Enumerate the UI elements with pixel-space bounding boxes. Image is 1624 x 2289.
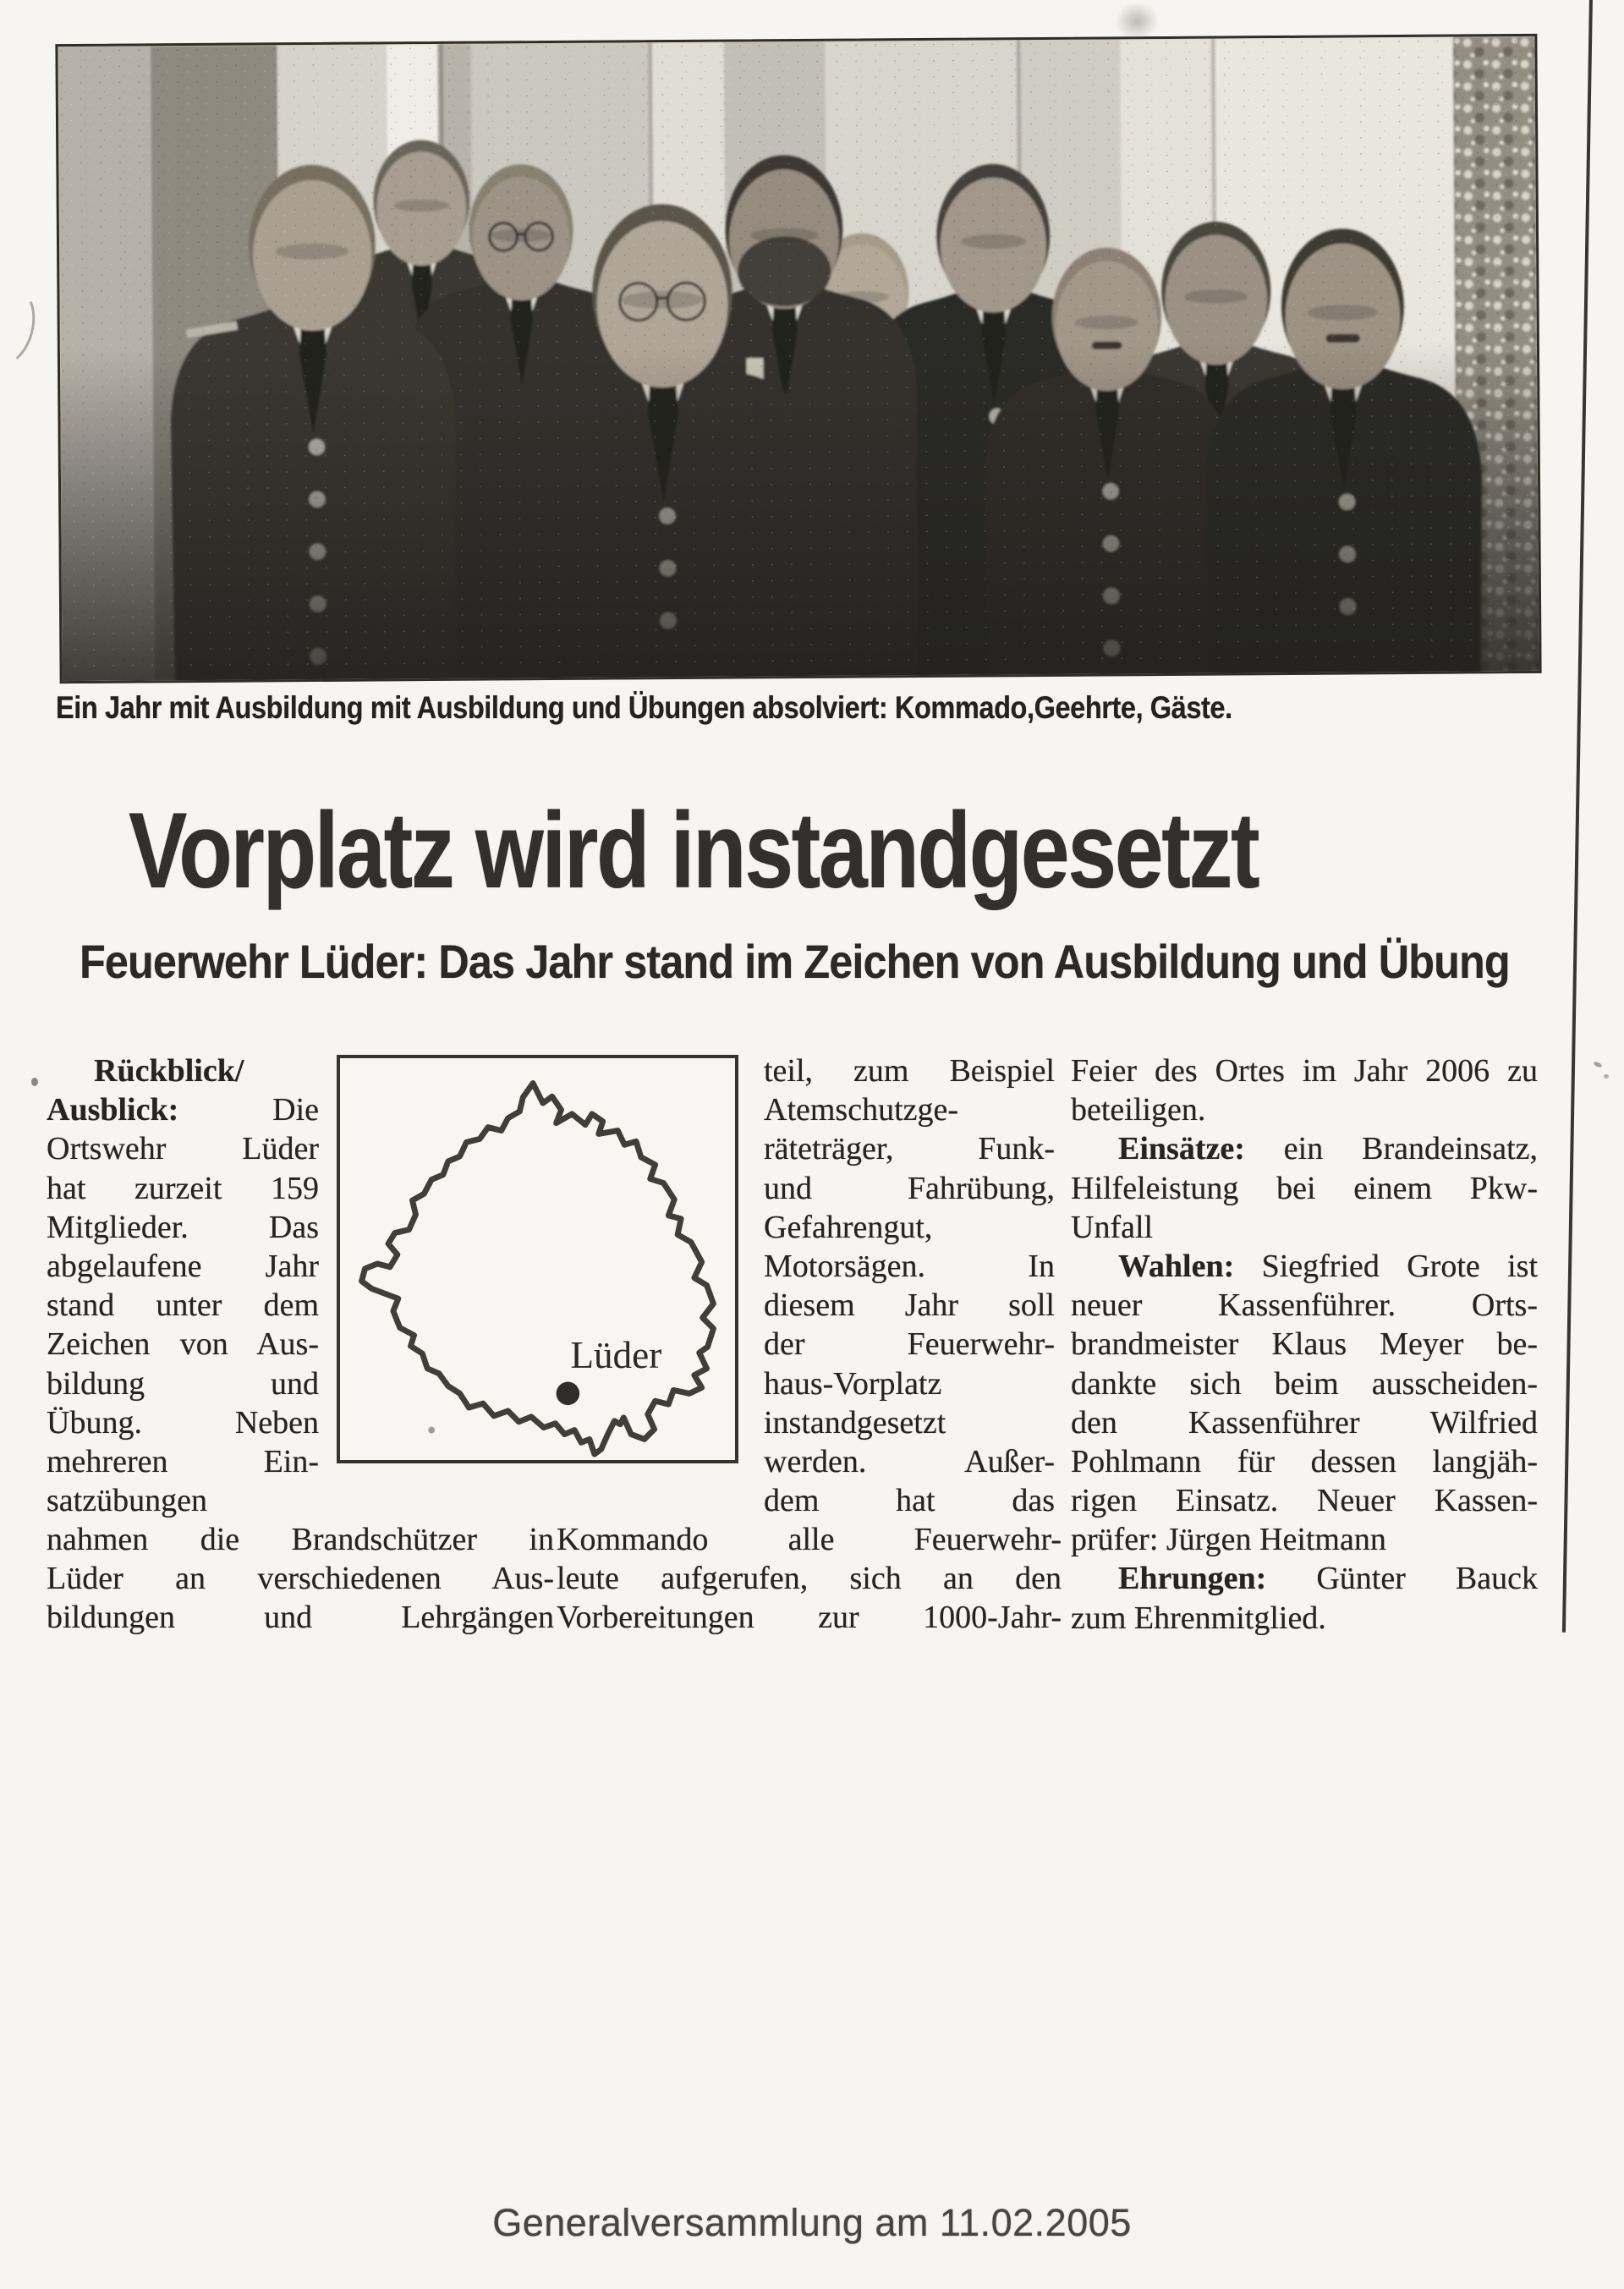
scan-smudge [1115,2,1159,41]
article-line: dem hat das [764,1483,1055,1519]
article-line: werden. Außer- [764,1443,1055,1479]
article-line: neuer Kassenführer. Orts- [1071,1287,1538,1324]
article-line: Gefahrengut, [764,1209,933,1245]
article-line: hat zurzeit 159 [47,1170,319,1206]
article-line: der Feuerwehr- [764,1326,1055,1363]
article-column-3 [764,1051,1055,1520]
group-photo [55,34,1541,683]
article-line: Vorbereitungen zur 1000-Jahr- [557,1600,1062,1636]
map-speck [428,1427,435,1434]
footer-note: Generalversammlung am 11.02.2005 [492,2201,1132,2244]
article-line: zum Ehrenmitglied. [1071,1600,1326,1636]
map-label: Lüder [570,1333,662,1376]
headline: Vorplatz wird instandgesetzt [129,790,1259,910]
article-line: Unfall [1071,1209,1154,1245]
article-line: prüfer: Jürgen Heitmann [1071,1522,1386,1558]
scan-corner-mark [0,283,42,370]
article-line: den Kassenführer Wilfried [1071,1404,1538,1441]
article-line: räteträger, Funk- [764,1131,1055,1167]
article-line: Mitglieder. Das [47,1209,319,1245]
article-wide-column-2 [557,1520,1062,1638]
article-line: brandmeister Klaus Meyer be- [1071,1326,1538,1363]
article-line: Pohlmann für dessen langjäh- [1071,1443,1538,1479]
article-line: Motorsägen. In [764,1248,1055,1284]
article-line: Rückblick/ [94,1053,244,1089]
article-line: stand unter dem [47,1287,319,1324]
article-column-1 [47,1051,319,1520]
article-line: instandgesetzt [764,1404,946,1441]
article-line: Übung. Neben [47,1404,319,1441]
article-line: Kommando alle Feuerwehr- [557,1522,1062,1557]
map-figure [337,1055,738,1463]
article-line: abgelaufene Jahr [47,1248,319,1284]
article-line: satzübungen [47,1483,207,1519]
article-line: nahmen die Brandschützer in [47,1522,554,1557]
photo-grain [58,36,1539,681]
scan-speck [1593,1061,1602,1068]
scan-speck [31,1078,38,1086]
article-line: rigen Einsatz. Neuer Kassen- [1071,1483,1538,1519]
article-line: diesem Jahr soll [764,1287,1055,1324]
article-line: mehreren Ein- [47,1443,319,1479]
scan-speck [1604,1074,1609,1079]
article-line: leute aufgerufen, sich an den [557,1561,1062,1597]
article-line: Ehrungen: Günter Bauck [1118,1561,1538,1597]
map-outline [362,1084,714,1455]
article-line: bildungen und Lehrgängen [47,1600,554,1636]
article-line: Ausblick: Die [47,1092,319,1128]
article-line: Atemschutzge- [764,1092,959,1128]
scan-edge-line [1562,0,1593,1633]
article-line: beteiligen. [1071,1092,1206,1128]
article-line: Wahlen: Siegfried Grote ist [1118,1248,1538,1284]
article-line: Feier des Ortes im Jahr 2006 zu [1071,1053,1538,1089]
article-line: dankte sich beim ausscheiden- [1071,1365,1538,1402]
article-column-4 [1071,1051,1538,1638]
article-line: teil, zum Beispiel [764,1053,1055,1089]
article-line: Lüder an verschiedenen Aus- [47,1561,554,1597]
map-town-dot [557,1382,580,1406]
article-line: haus-Vorplatz [764,1365,942,1402]
group-photo-illustration [58,36,1539,681]
article-line: Zeichen von Aus- [47,1326,319,1363]
article-line: Ortswehr Lüder [47,1131,319,1167]
subheadline: Feuerwehr Lüder: Das Jahr stand im Zeichen von Ausbildung und Übung [80,935,1510,988]
article-wide-column-1 [47,1520,554,1638]
article-line: Einsätze: ein Brandeinsatz, [1118,1131,1538,1167]
photo-caption: Ein Jahr mit Ausbildung mit Ausbildung und Übungen absolviert: Kommado,Geehrte, Gäste. [56,690,1232,725]
article-line: bildung und [47,1365,319,1402]
article-line: und Fahrübung, [764,1170,1055,1206]
article-line: Hilfeleistung bei einem Pkw- [1071,1170,1538,1206]
